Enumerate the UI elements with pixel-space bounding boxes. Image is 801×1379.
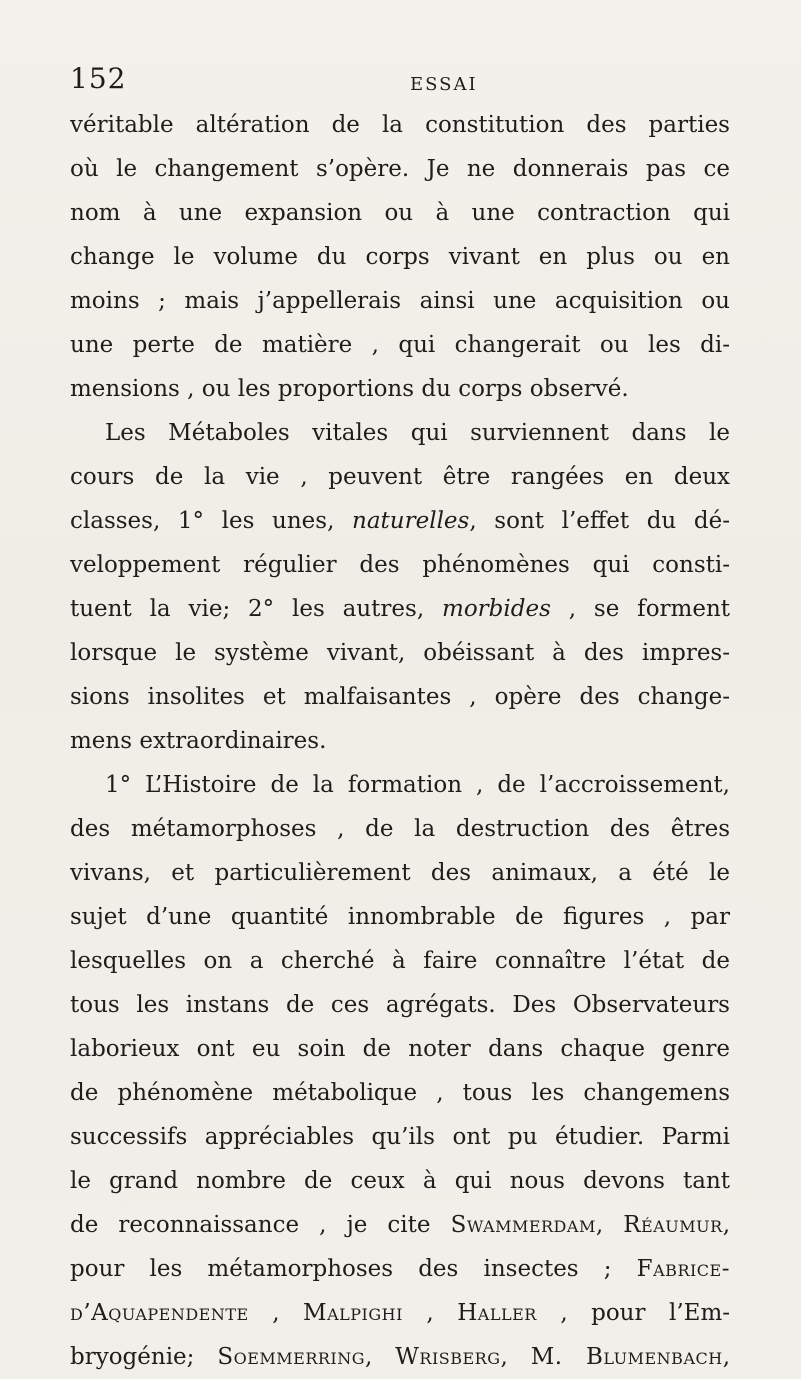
text-line: cours de la vie , peuvent être rangées en deux — [70, 464, 730, 490]
author-name: Malpighi — [303, 1300, 403, 1326]
text-line: moins ; mais j’appellerais ainsi une acquisition ou — [70, 288, 730, 314]
text-line: Les Métaboles vitales qui surviennent dans le — [105, 420, 730, 446]
running-title: ESSAI — [410, 74, 478, 95]
author-name: Fabrice- — [636, 1256, 730, 1282]
page-header — [70, 62, 731, 102]
author-name: M. Blumenbach — [530, 1344, 723, 1370]
italic-term: naturelles — [352, 508, 470, 534]
author-name: Réaumur — [623, 1212, 723, 1238]
text-line: d’Aquapendente , Malpighi , Haller , pour l’Em- — [70, 1300, 730, 1326]
text-line: 1° L’Histoire de la formation , de l’accroissement, — [105, 772, 730, 798]
text-line: mensions , ou les proportions du corps observé. — [70, 376, 629, 402]
text-line: le grand nombre de ceux à qui nous devons tant — [70, 1168, 730, 1194]
text-line: bryogénie; Soemmerring, Wrisberg, M. Blumenbach, — [70, 1344, 730, 1370]
author-name: Swammerdam — [450, 1212, 596, 1238]
text-line: une perte de matière , qui changerait ou les di- — [70, 332, 730, 358]
text-line: véritable altération de la constitution des parties — [70, 112, 730, 138]
text-line: tous les instans de ces agrégats. Des Observateurs — [70, 992, 730, 1018]
text-line: laborieux ont eu soin de noter dans chaque genre — [70, 1036, 730, 1062]
author-name: Soemmerring — [217, 1344, 366, 1370]
text-line: tuent la vie; 2° les autres, morbides , se forment — [70, 596, 730, 622]
author-name: Haller — [457, 1300, 537, 1326]
text-line: change le volume du corps vivant en plus ou en — [70, 244, 730, 270]
text-line: pour les métamorphoses des insectes ; Fabrice- — [70, 1256, 730, 1282]
text-line: lorsque le système vivant, obéissant à des impres- — [70, 640, 730, 666]
text-line: des métamorphoses , de la destruction des êtres — [70, 816, 730, 842]
author-name: d’Aquapendente — [70, 1300, 249, 1326]
text-line: vivans, et particulièrement des animaux, a été le — [70, 860, 730, 886]
text-line: sujet d’une quantité innombrable de figures , par — [70, 904, 730, 930]
text-line: de reconnaissance , je cite Swammerdam, Réaumur, — [70, 1212, 730, 1238]
author-name: Wrisberg — [395, 1344, 501, 1370]
text-line: de phénomène métabolique , tous les changemens — [70, 1080, 730, 1106]
text-line: successifs appréciables qu’ils ont pu étudier. Parmi — [70, 1124, 730, 1150]
page-number: 152 — [70, 62, 127, 95]
text-line: veloppement régulier des phénomènes qui consti- — [70, 552, 730, 578]
text-line: lesquelles on a cherché à faire connaître l’état de — [70, 948, 730, 974]
text-line: classes, 1° les unes, naturelles, sont l’effet du dé- — [70, 508, 730, 534]
text-line: sions insolites et malfaisantes , opère des change- — [70, 684, 730, 710]
text-line: où le changement s’opère. Je ne donnerais pas ce — [70, 156, 730, 182]
text-line: nom à une expansion ou à une contraction qui — [70, 200, 730, 226]
italic-term: morbides — [442, 596, 551, 622]
text-line: mens extraordinaires. — [70, 728, 327, 754]
body-text — [70, 103, 730, 1379]
